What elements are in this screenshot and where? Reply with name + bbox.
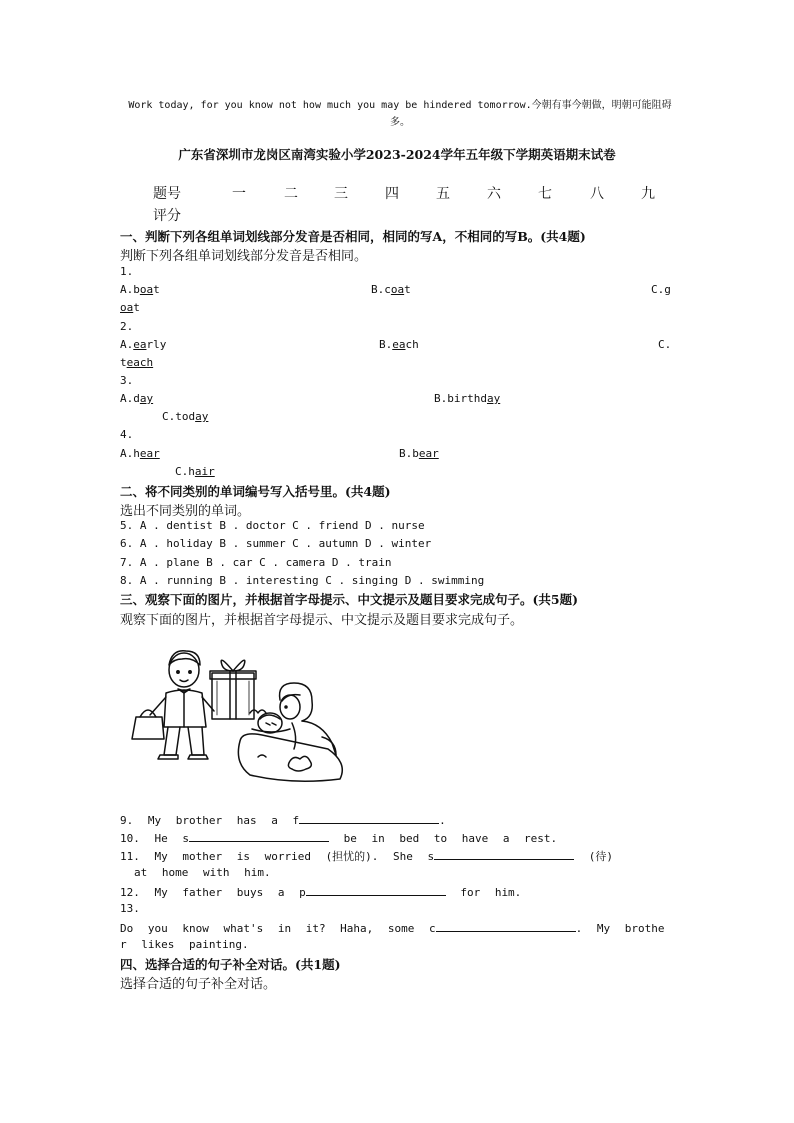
choice-line: 7. A . plane B . car C . camera D . train: [120, 556, 392, 569]
score-col: 四: [385, 186, 399, 202]
question-13: Do you know what's in it? Haha, some c . My brothe: [120, 922, 665, 935]
section4-instruction: 选择合适的句子补全对话。: [120, 977, 277, 992]
option-a: A.early: [120, 338, 167, 351]
section3-instruction: 观察下面的图片，并根据首字母提示、中文提示及题目要求完成句子。: [120, 613, 524, 628]
option-c-cont: teach: [120, 356, 154, 369]
section1-heading: 一、判断下列各组单词划线部分发音是否相同，相同的写A，不相同的写B。(共4题): [120, 229, 586, 244]
question-number: 3.: [120, 374, 134, 387]
option-a: A.boat: [120, 283, 160, 296]
answer-blank[interactable]: [306, 884, 446, 896]
score-header-label: 题号: [153, 186, 181, 202]
option-b: B.birthday: [434, 392, 501, 405]
score-col: 一: [232, 186, 246, 202]
score-col: 八: [590, 186, 604, 202]
answer-blank[interactable]: [299, 812, 439, 824]
option-a: A.hear: [120, 447, 160, 460]
question-11: 11. My mother is worried (担忧的). She s (待): [120, 850, 614, 863]
question-13-cont: r likes painting.: [120, 938, 249, 951]
option-b: B.each: [379, 338, 419, 351]
choice-line: 5. A . dentist B . doctor C . friend D . nurse: [120, 519, 425, 532]
score-col: 三: [334, 186, 348, 202]
score-col: 七: [538, 186, 552, 202]
gift-box-icon: [210, 660, 256, 719]
option-c: C.hair: [175, 465, 215, 478]
bag-icon: [132, 710, 164, 739]
answer-blank[interactable]: [434, 848, 574, 860]
question-13-number: 13.: [120, 902, 140, 915]
option-c-cont: oat: [120, 301, 140, 314]
boy-figure: [150, 651, 214, 759]
option-c: C.: [658, 338, 672, 351]
question-11-cont: at home with him.: [134, 866, 271, 879]
section3-heading: 三、观察下面的图片，并根据首字母提示、中文提示及题目要求完成句子。(共5题): [120, 592, 579, 607]
score-col: 二: [284, 186, 298, 202]
score-col: 五: [436, 186, 450, 202]
question-number: 4.: [120, 428, 134, 441]
illustration: [122, 645, 362, 790]
section2-heading: 二、将不同类别的单词编号写入括号里。(共4题): [120, 484, 391, 499]
option-c: C.g: [651, 283, 671, 296]
question-9: 9. My brother has a f .: [120, 814, 446, 827]
page-title: 广东省深圳市龙岗区南湾实验小学2023-2024学年五年级下学期英语期末试卷: [178, 147, 616, 162]
question-12: 12. My father buys a p for him.: [120, 886, 522, 899]
option-b: B.bear: [399, 447, 439, 460]
section1-instruction: 判断下列各组单词划线部分发音是否相同。: [120, 249, 368, 264]
section2-instruction: 选出不同类别的单词。: [120, 504, 251, 519]
score-label: 评分: [153, 208, 181, 224]
option-b: B.coat: [371, 283, 411, 296]
choice-line: 8. A . running B . interesting C . singing D . swimming: [120, 574, 485, 587]
sick-boy-figure: [238, 710, 342, 781]
motto: Work today, for you know not how much you may be hindered tomorrow.今朝有事今朝做，明朝可能阻碍多。: [128, 100, 672, 128]
answer-blank[interactable]: [189, 830, 329, 842]
option-c: C.today: [162, 410, 209, 423]
question-10: 10. He s be in bed to have a rest.: [120, 832, 558, 845]
choice-line: 6. A . holiday B . summer C . autumn D . winter: [120, 537, 432, 550]
question-number: 1.: [120, 265, 134, 278]
score-col: 六: [487, 186, 501, 202]
answer-blank[interactable]: [436, 920, 576, 932]
section4-heading: 四、选择合适的句子补全对话。(共1题): [120, 957, 341, 972]
question-number: 2.: [120, 320, 134, 333]
option-a: A.day: [120, 392, 154, 405]
score-col: 九: [641, 186, 655, 202]
